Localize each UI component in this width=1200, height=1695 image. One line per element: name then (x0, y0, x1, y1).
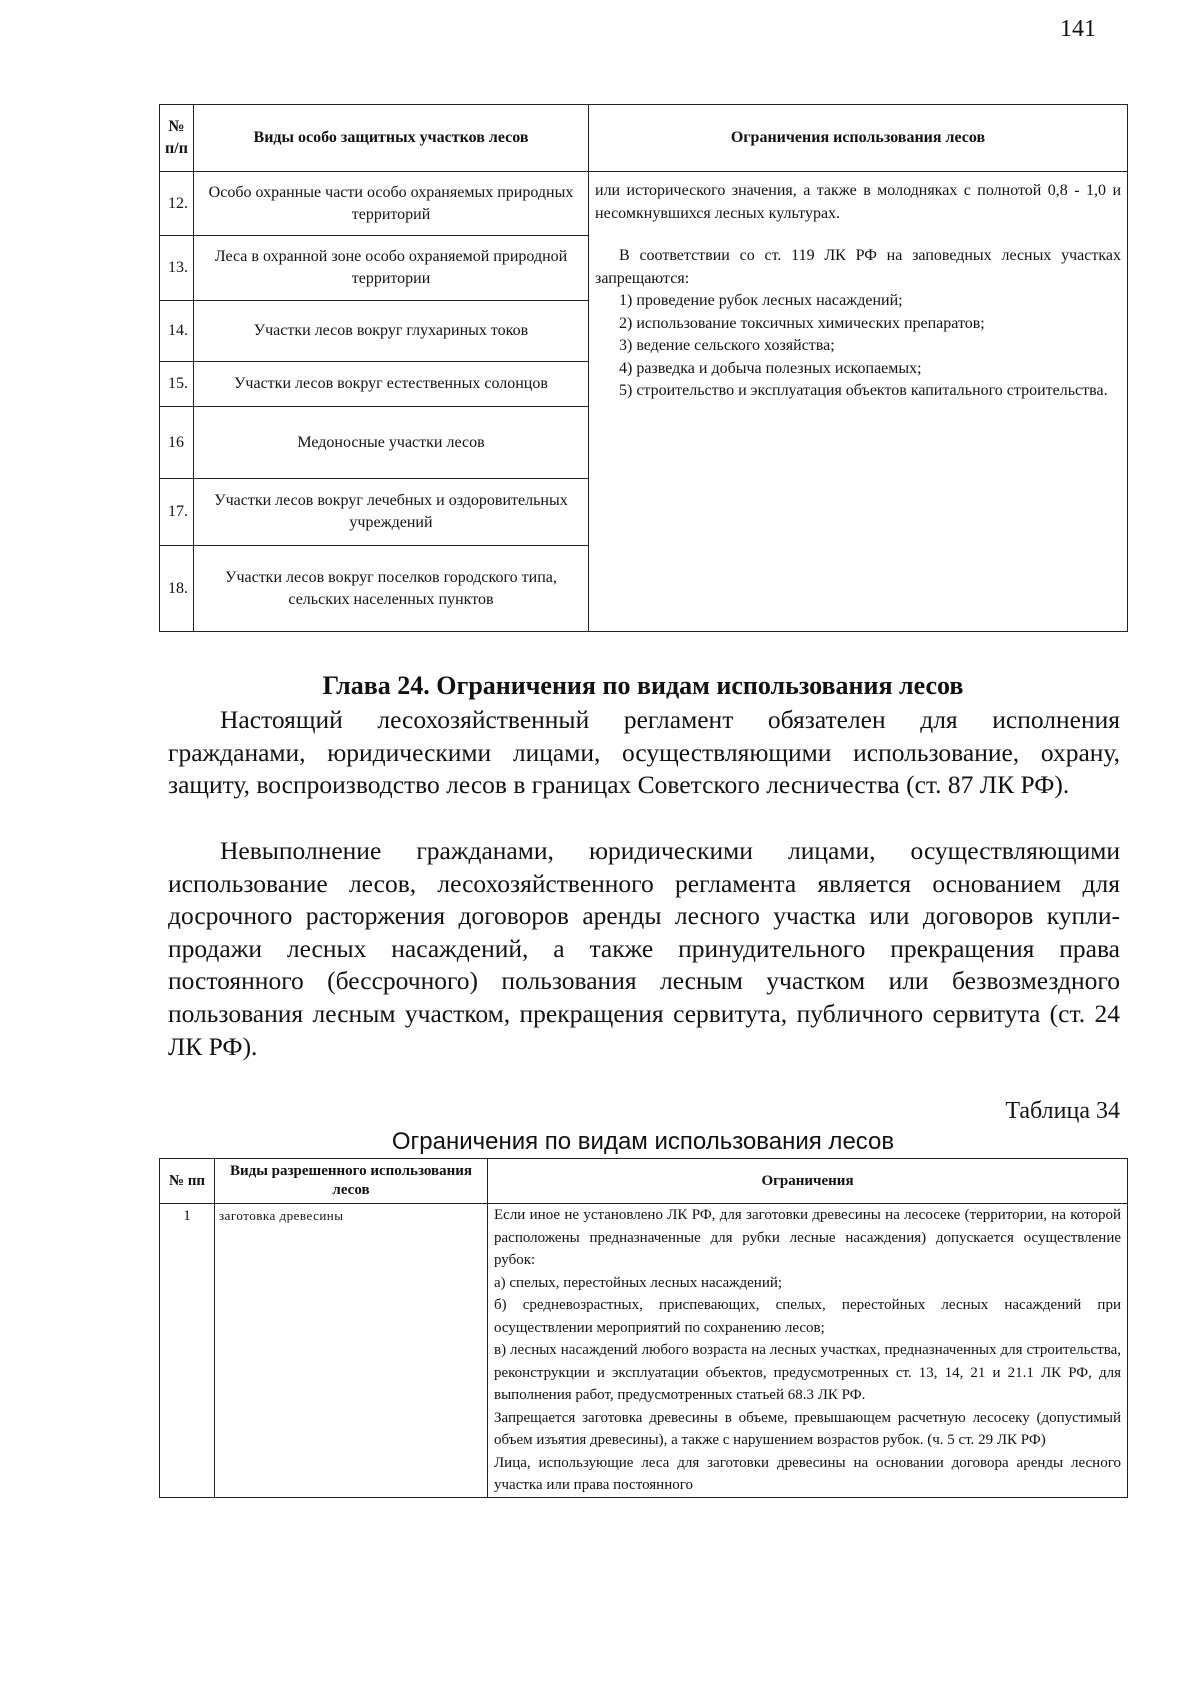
page-number: 141 (1060, 16, 1096, 42)
restrictions-paragraph: а) спелых, перестойных лесных насаждений; (494, 1274, 783, 1291)
row-num: 17. (160, 479, 194, 546)
restrictions-paragraph: в) лесных насаждений любого возраста на лесных участках, предназначенных для строительства, реконструкции и эксплуатации объектов, предусмотренных ст. 13, 14, 21 и 21.1 ЛК РФ, для выполнения работ, предусмотренных статьей 68.3 ЛК РФ. (494, 1342, 1121, 1403)
row-kind: заготовка древесины (215, 1204, 488, 1498)
header-num: № п/п (160, 105, 194, 172)
paragraph-text: Невыполнение гражданами, юридическими лицами, осуществляющими использование лесов, лесохозяйственного регламента является основанием для досрочного расторжения договоров аренды лесного участка или договоров купли-продажи лесных насаждений, а также принудительного прекращения права постоянного (бессрочного) пользования лесным участком или безвозмездного пользования лесным участком, прекращения сервитута, публичного сервитута (ст. 24 ЛК РФ). (168, 836, 1120, 1061)
table-row (160, 1204, 1128, 1498)
chapter-title: Глава 24. Ограничения по видам использования лесов (322, 671, 964, 700)
row-num: 1 (160, 1204, 215, 1498)
table-header-row (160, 1159, 1128, 1204)
chapter-paragraph (168, 704, 1120, 802)
row-kind: Леса в охранной зоне особо охраняемой природной территории (194, 236, 589, 301)
row-num: 12. (160, 172, 194, 236)
row-num: 18. (160, 546, 194, 632)
header-num: № пп (160, 1159, 215, 1204)
row-kind: Участки лесов вокруг поселков городского типа, сельских населенных пунктов (194, 546, 589, 632)
restrictions-item: 3) ведение сельского хозяйства; (619, 337, 835, 354)
header-kind: Виды особо защитных участков лесов (194, 105, 589, 172)
header-kind: Виды разрешенного использования лесов (215, 1159, 488, 1204)
restrictions-item: 5) строительство и эксплуатация объектов капитального строительства. (619, 382, 1108, 399)
row-num: 15. (160, 362, 194, 407)
usage-restrictions-table (159, 1158, 1128, 1498)
table-caption: Ограничения по видам использования лесов (391, 1128, 895, 1155)
restrictions-cell (589, 172, 1128, 632)
row-num: 14. (160, 301, 194, 362)
restrictions-paragraph: б) средневозрастных, приспевающих, спелых, перестойных лесных насаждений при осуществлении мероприятий по сохранению лесов; (494, 1297, 1121, 1336)
header-restrictions: Ограничения (488, 1159, 1128, 1204)
restrictions-paragraph: Запрещается заготовка древесины в объеме, превышающем расчетную лесосеку (допустимый объем изъятия древесины), а также с нарушением возрастов рубок. (ч. 5 ст. 29 ЛК РФ) (494, 1409, 1121, 1448)
paragraph-text: Настоящий лесохозяйственный регламент обязателен для исполнения гражданами, юридическими лицами, осуществляющими использование, охрану, защиту, воспроизводство лесов в границах Советского лесничества (ст. 87 ЛК РФ). (168, 705, 1120, 800)
protective-areas-table (159, 104, 1128, 632)
row-kind: Особо охранные части особо охраняемых природных территорий (194, 172, 589, 236)
restrictions-item: 2) использование токсичных химических препаратов; (619, 314, 985, 332)
chapter-paragraph (168, 835, 1120, 1063)
restrictions-paragraph: Лица, использующие леса для заготовки древесины на основании договора аренды лесного участка или права постоянного (494, 1454, 1121, 1493)
row-kind: Участки лесов вокруг глухариных токов (194, 301, 589, 362)
restrictions-paragraph: или исторического значения, а также в молодняках с полнотой 0,8 - 1,0 и несомкнувшихся лесных культурах. (595, 182, 1121, 222)
header-restrictions: Ограничения использования лесов (589, 105, 1128, 172)
restrictions-paragraph: В соответствии со ст. 119 ЛК РФ на заповедных лесных участках запрещаются: (595, 247, 1121, 287)
restrictions-paragraph: Если иное не установлено ЛК РФ, для заготовки древесины на лесосеке (территории, на которой расположены предназначенные для рубки лесные насаждения) допускается осуществление рубок: (494, 1207, 1121, 1268)
row-num: 13. (160, 236, 194, 301)
row-kind: Участки лесов вокруг лечебных и оздоровительных учреждений (194, 479, 589, 546)
table-row (160, 172, 1128, 236)
row-kind: Медоносные участки лесов (194, 407, 589, 479)
row-num: 16 (160, 407, 194, 479)
restrictions-cell (488, 1204, 1128, 1498)
row-kind: Участки лесов вокруг естественных солонцов (194, 362, 589, 407)
table-header-row (160, 105, 1128, 172)
table-label: Таблица 34 (1005, 1098, 1120, 1124)
restrictions-item: 1) проведение рубок лесных насаждений; (619, 292, 903, 309)
restrictions-item: 4) разведка и добыча полезных ископаемых; (619, 359, 922, 377)
